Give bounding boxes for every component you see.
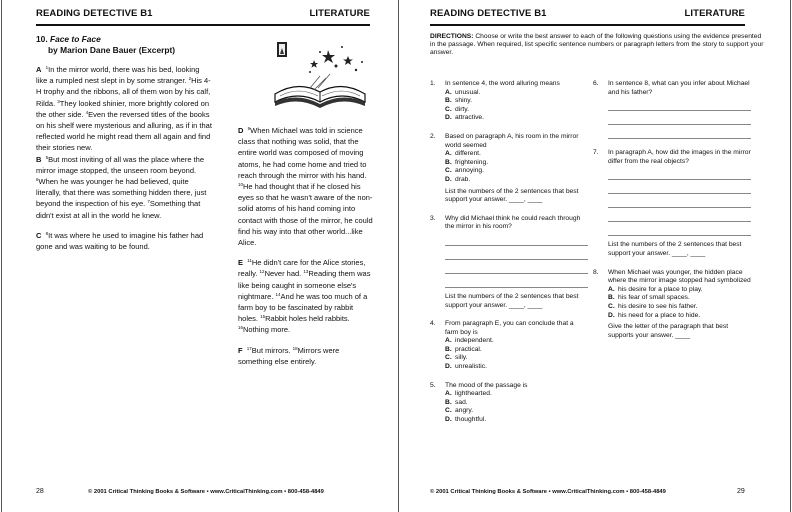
- question-number: 4.: [430, 320, 436, 328]
- sentence-text: But mirrors.: [251, 345, 293, 355]
- sentence-number: 10: [238, 182, 244, 188]
- paragraph-letter: D: [238, 126, 244, 135]
- question-number: 2.: [430, 132, 436, 140]
- sentence-number: 5: [45, 154, 49, 160]
- page-header: [36, 8, 370, 22]
- paragraph-e: [238, 257, 374, 335]
- sentence-text: In the mirror world, there was his bed, looking like a rumpled nest slept in by some stranger.: [36, 65, 200, 86]
- paragraph-c: [36, 230, 212, 252]
- question-number: 5.: [430, 381, 436, 389]
- question-1: [430, 80, 588, 123]
- question-5: [430, 382, 588, 425]
- passage-column-1: [36, 64, 212, 261]
- passage-column-2: [238, 125, 374, 376]
- option-b[interactable]: B. shiny.: [445, 97, 472, 105]
- sentence-text: They looked shinier, more brightly colored on the other side.: [36, 98, 210, 119]
- question-text: Why did Michael think he could reach through the mirror in his room?: [445, 214, 581, 231]
- paragraph-a: [36, 64, 212, 154]
- option-a[interactable]: A. different.: [445, 150, 481, 158]
- copyright-footer: © 2001 Critical Thinking Books & Software • www.CriticalThinking.com • 800-458-4849: [430, 489, 666, 495]
- evidence-prompt[interactable]: List the numbers of the 2 sentences that best support your answer. ____, ____: [445, 292, 579, 309]
- sentence-number: 7: [147, 199, 150, 205]
- sentence-number: 18: [292, 345, 298, 351]
- questions-column-1: [430, 80, 588, 435]
- option-d[interactable]: D. unrealistic.: [445, 363, 487, 371]
- paragraph-d: [238, 125, 374, 248]
- header-rule: [430, 24, 745, 26]
- question-number: 8.: [593, 268, 599, 276]
- section-label: LITERATURE: [309, 8, 370, 19]
- sentence-text: Nothing more.: [243, 325, 291, 335]
- option-d[interactable]: D. his need for a place to hide.: [608, 311, 701, 319]
- question-4: [430, 320, 588, 372]
- directions: [430, 33, 765, 57]
- header-rule: [36, 24, 370, 26]
- sentence-number: 8: [45, 230, 49, 236]
- directions-text: Choose or write the best answer to each of the following questions using the evidence presented in the passage. When required, list specific sentence numbers or paragraph letters from the story to support your answer.: [430, 33, 764, 56]
- story-number: 10.: [36, 34, 48, 44]
- open-book-icon: [270, 42, 370, 112]
- option-c[interactable]: C. his desire to see his father.: [608, 302, 698, 310]
- sentence-text: And he was too much of a farm boy to be fascinated by rabbit holes.: [238, 291, 368, 324]
- question-text: In paragraph A, how did the images in the mirror differ from the real objects?: [608, 149, 751, 165]
- question-3: [430, 215, 588, 310]
- question-number: 3.: [430, 214, 436, 222]
- story-author: by Marion Dane Bauer (Excerpt): [48, 45, 176, 55]
- option-d[interactable]: D. attractive.: [445, 114, 484, 122]
- answer-line[interactable]: [608, 222, 751, 236]
- sentence-number: 16: [238, 325, 244, 331]
- option-b[interactable]: B. frightening.: [445, 158, 489, 166]
- sentence-number: 6: [36, 177, 39, 183]
- copyright-footer: © 2001 Critical Thinking Books & Software • www.CriticalThinking.com • 800-458-4849: [88, 489, 324, 495]
- sentence-text: Never had.: [264, 269, 304, 279]
- sentence-number: 1: [45, 65, 49, 70]
- answer-line[interactable]: [608, 180, 751, 194]
- question-text: When Michael was younger, the hidden place where the mirror image stopped had symbolized: [608, 268, 751, 285]
- question-text: In sentence 4, the word alluring means: [445, 80, 560, 87]
- option-c[interactable]: C. dirty.: [445, 105, 469, 113]
- sentence-text: He had thought that if he closed his eyes so that he wasn't aware of the non-solid atoms of his hand coming into contact with those of the mirror, he could find his way into that other world...like Alice.: [238, 182, 373, 248]
- question-2: [430, 133, 588, 205]
- page-number: 29: [737, 488, 745, 495]
- option-a[interactable]: A. independent.: [445, 337, 494, 345]
- option-b[interactable]: B. practical.: [445, 345, 482, 353]
- sentence-number: 11: [247, 258, 252, 264]
- sentence-number: 13: [303, 269, 309, 275]
- question-text: From paragraph E, you can conclude that a farm boy is: [445, 320, 574, 336]
- section-label: LITERATURE: [684, 8, 745, 19]
- evidence-prompt[interactable]: Give the letter of the paragraph that best supports your answer. ____: [608, 323, 729, 339]
- sentence-number: 14: [275, 291, 281, 297]
- sentence-text: Something that didn't exist at all in the world he knew.: [36, 199, 201, 220]
- question-7: [593, 149, 751, 258]
- option-c[interactable]: C. angry.: [445, 407, 474, 415]
- sentence-text: Mirrors were something else entirely.: [238, 345, 340, 366]
- answer-line[interactable]: [608, 194, 751, 208]
- sentence-text: It was where he used to imagine his father had gone and was waiting to be found.: [36, 230, 204, 252]
- option-c[interactable]: C. silly.: [445, 354, 468, 362]
- question-text: Based on paragraph A, his room in the mirror world seemed: [445, 132, 579, 149]
- questions-column-2: [593, 80, 751, 350]
- paragraph-letter: C: [36, 230, 42, 240]
- answer-line[interactable]: [608, 208, 751, 222]
- question-number: 7.: [593, 149, 599, 157]
- book-title: READING DETECTIVE B1: [430, 8, 547, 19]
- option-b[interactable]: B. his fear of small spaces.: [608, 294, 690, 302]
- paragraph-b: [36, 154, 212, 221]
- paragraph-letter: E: [238, 258, 244, 268]
- sentence-text: When he was younger he had believed, quite literally, that there was something hidden there, just beyond the inspection of his eye.: [36, 177, 207, 209]
- sentence-text: Even the reversed titles of the books on his shelf were mysterious and alluring, as if in that reflected world he might read them all again and find their stories new.: [36, 109, 212, 153]
- sentence-number: 2: [188, 76, 192, 82]
- sentence-number: 9: [247, 126, 251, 131]
- directions-label: DIRECTIONS:: [430, 33, 474, 40]
- answer-line[interactable]: [608, 97, 751, 111]
- answer-line[interactable]: [608, 111, 751, 125]
- answer-line[interactable]: [608, 125, 751, 139]
- sentence-number: 12: [259, 269, 265, 275]
- story-title: [36, 34, 101, 45]
- sentence-number: 3: [57, 98, 60, 104]
- sentence-number: 17: [246, 345, 252, 351]
- page-header: [430, 8, 745, 22]
- paragraph-letter: F: [238, 345, 243, 355]
- answer-line[interactable]: [608, 166, 751, 180]
- answer-line[interactable]: [445, 232, 588, 246]
- paragraph-letter: A: [36, 65, 42, 74]
- evidence-prompt[interactable]: List the numbers of the 2 sentences that best support your answer. ____, ____: [608, 241, 742, 257]
- page-number: 28: [36, 488, 44, 495]
- book-title: READING DETECTIVE B1: [36, 8, 153, 19]
- paragraph-letter: B: [36, 154, 42, 164]
- answer-line[interactable]: [445, 246, 588, 260]
- sentence-text: When Michael was told in science class that nothing was solid, that the entire world was composed of moving atoms, he had come home and tried to reach through the mirror with his hand.: [238, 126, 367, 180]
- sentence-text: His 4-H trophy and the ribbons, all of them won by his calf, Rilda.: [36, 76, 211, 108]
- option-d[interactable]: D. thoughtful.: [445, 416, 487, 424]
- question-number: 1.: [430, 80, 436, 87]
- option-b[interactable]: B. sad.: [445, 398, 468, 406]
- sentence-text: Rabbit holes held rabbits.: [265, 314, 350, 324]
- option-a[interactable]: A. lighthearted.: [445, 390, 492, 398]
- sentence-text: But most inviting of all was the place where the mirror image stopped, the unseen room beyond.: [36, 154, 205, 175]
- question-text: In sentence 8, what can you infer about Michael and his father?: [608, 80, 750, 96]
- paragraph-f: [238, 345, 374, 367]
- answer-line[interactable]: [445, 260, 588, 274]
- option-c[interactable]: C. annoying.: [445, 167, 485, 175]
- option-a[interactable]: A. his desire for a place to play.: [608, 285, 703, 293]
- sentence-number: 15: [260, 314, 266, 320]
- sentence-text: Reading them was like being caught in someone else's nightmare.: [238, 269, 371, 301]
- sentence-number: 4: [85, 109, 89, 115]
- sentence-text: He didn't care for the Alice stories, really.: [238, 258, 366, 279]
- question-text: The mood of the passage is: [445, 381, 528, 389]
- option-d[interactable]: D. drab.: [445, 175, 471, 183]
- question-6: [593, 80, 751, 139]
- evidence-prompt[interactable]: List the numbers of the 2 sentences that best support your answer. ____, ____: [445, 187, 579, 204]
- book-mirror-illustration: [270, 42, 370, 112]
- answer-line[interactable]: [445, 274, 588, 288]
- question-8: [593, 269, 751, 341]
- story-name: Face to Face: [50, 34, 101, 44]
- option-a[interactable]: A. unusual.: [445, 88, 481, 96]
- question-number: 6.: [593, 80, 599, 87]
